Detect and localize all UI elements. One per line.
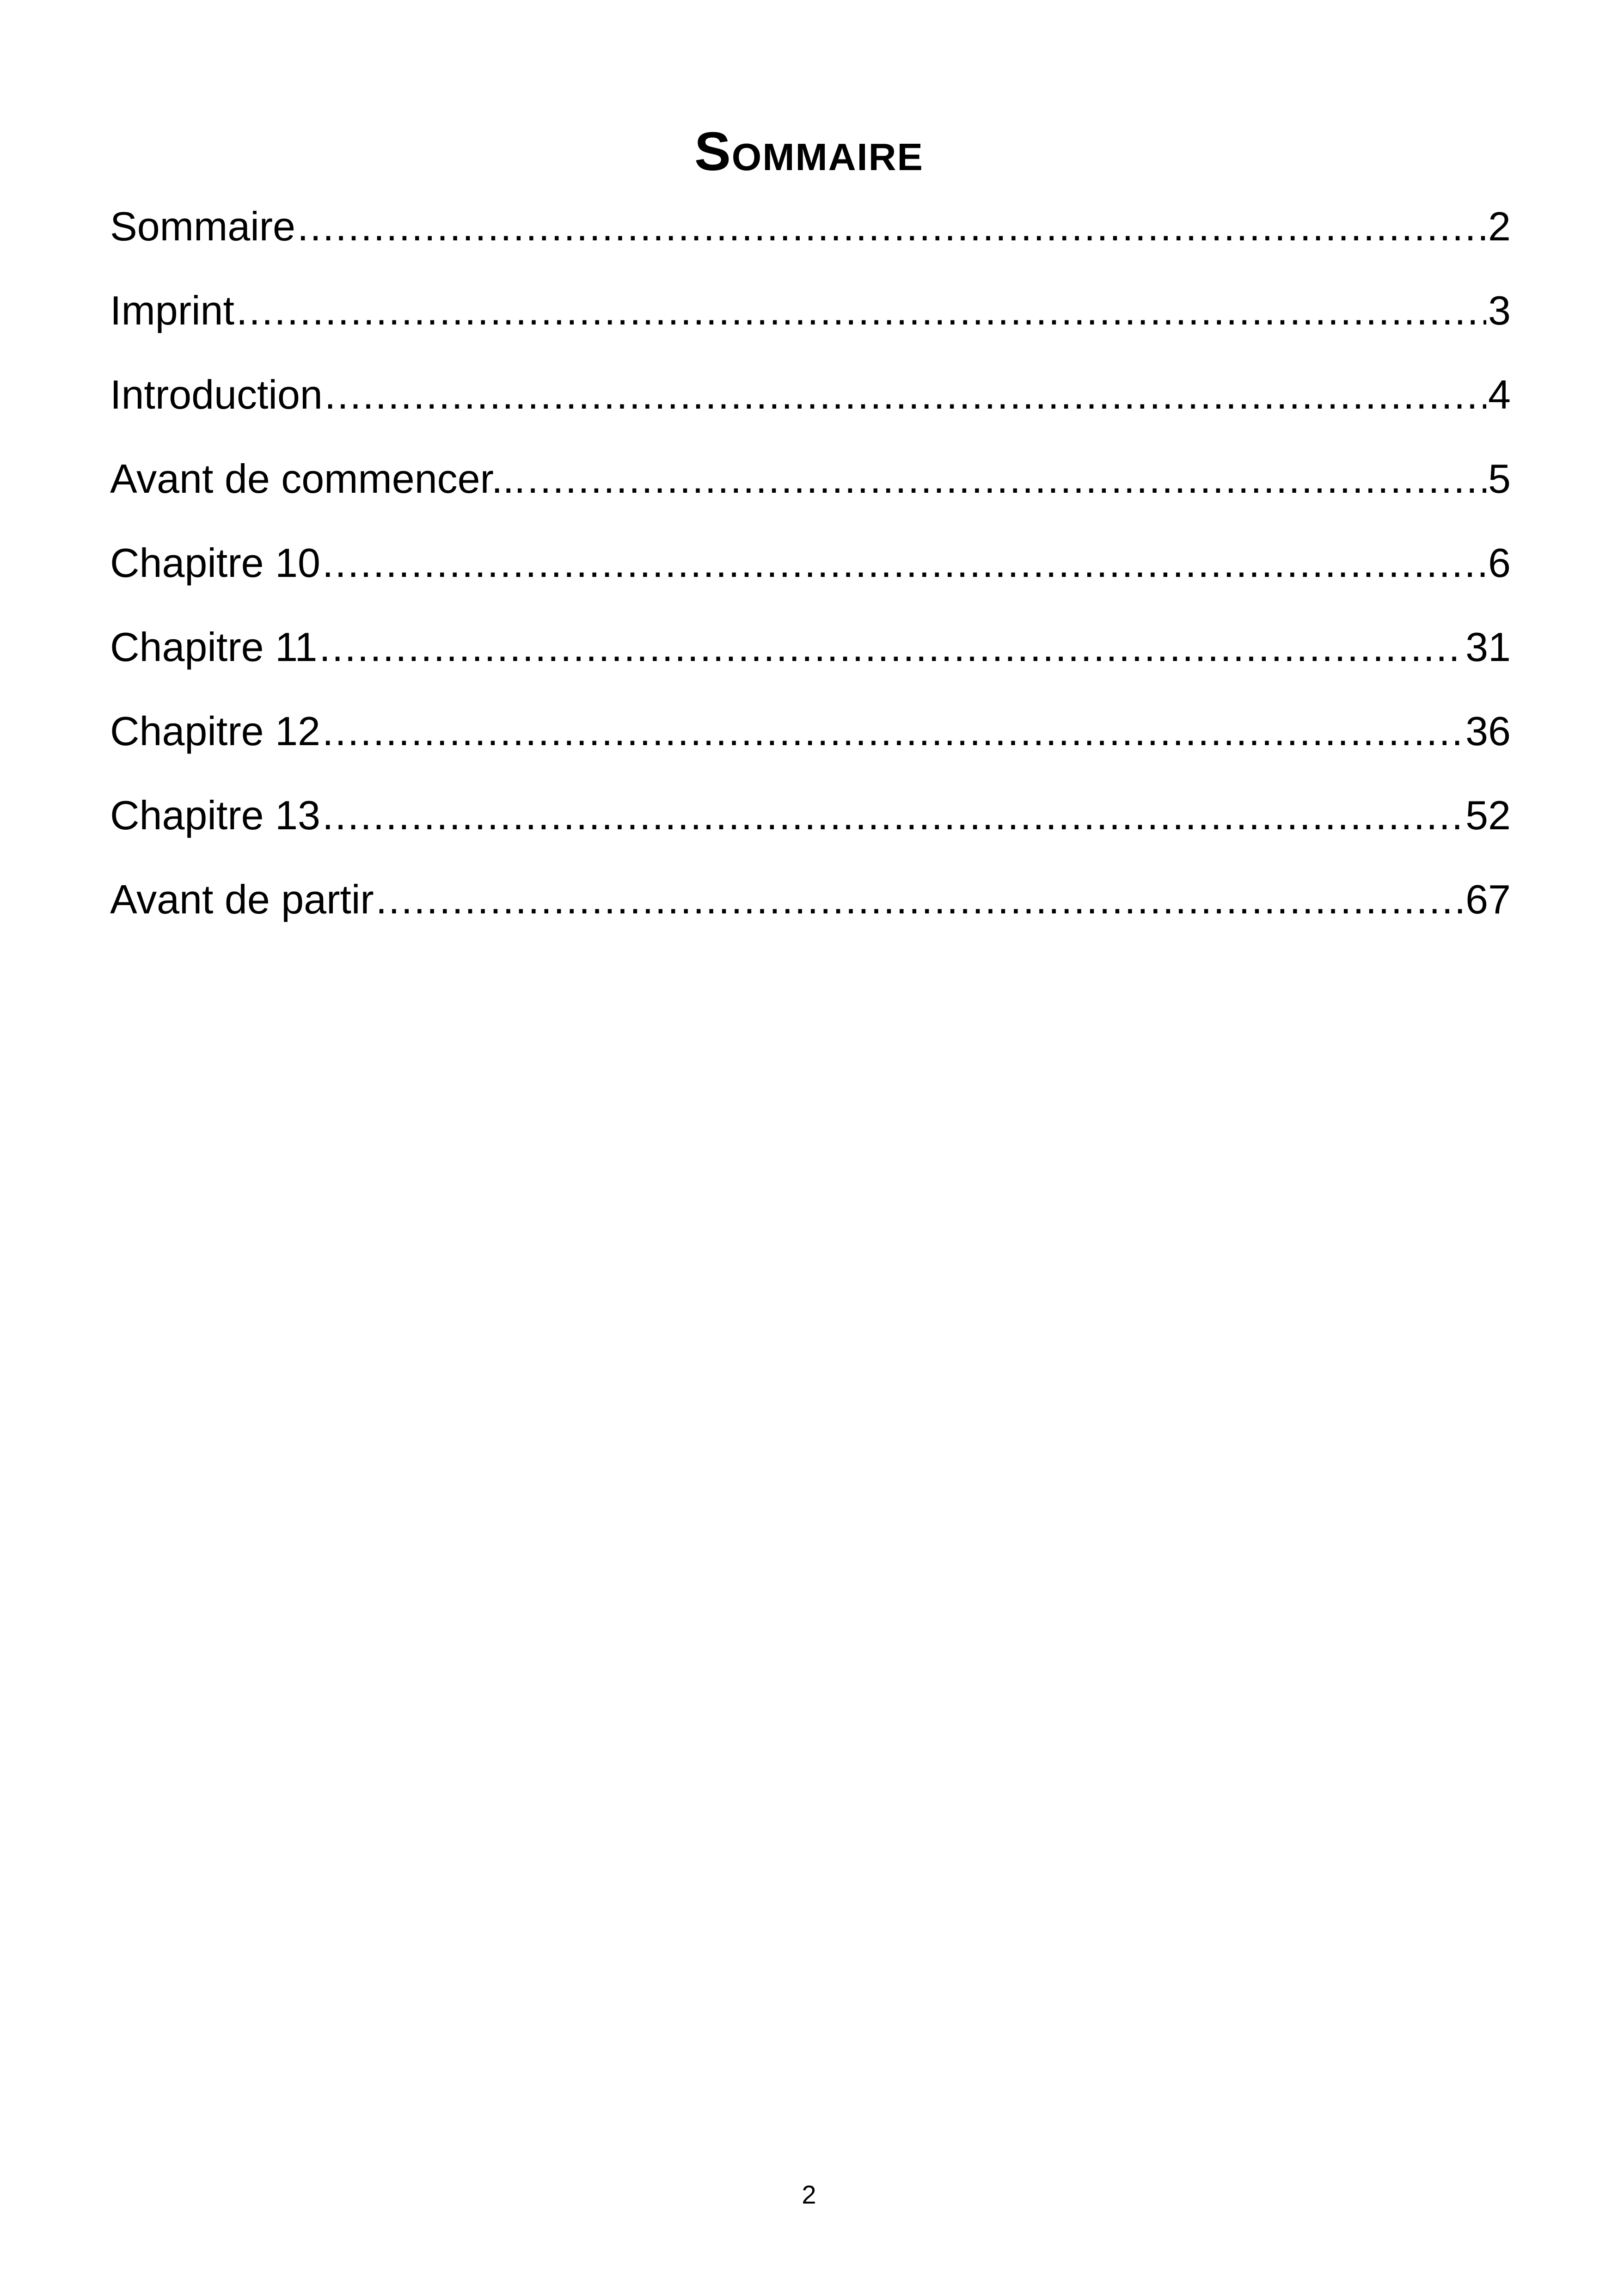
toc-entry-label: Avant de partir	[110, 876, 374, 922]
toc-entry-page: 5	[1488, 456, 1511, 502]
dot-leader	[319, 624, 1464, 670]
toc-entry-page: 2	[1488, 203, 1511, 249]
toc-entry-label: Chapitre 13	[110, 792, 320, 838]
toc-entry-sommaire[interactable]	[110, 203, 1511, 288]
dot-leader	[376, 876, 1464, 923]
dot-leader	[322, 540, 1486, 586]
toc-entry-label: Sommaire	[110, 203, 295, 249]
page-number: 2	[802, 2180, 816, 2209]
page-title: Sommaire	[694, 121, 924, 183]
dot-leader	[322, 792, 1464, 839]
toc-entry-label: Avant de commencer...	[110, 456, 526, 502]
toc-entry-imprint[interactable]	[110, 288, 1511, 372]
toc-entry-label: Chapitre 12	[110, 708, 320, 754]
toc-entry-introduction[interactable]	[110, 372, 1511, 456]
toc-entry-chapitre-11[interactable]	[110, 624, 1511, 708]
toc-entry-page: 31	[1465, 624, 1511, 670]
toc-entry-label: Chapitre 11	[110, 624, 318, 670]
toc-entry-avant-de-commencer[interactable]	[110, 456, 1511, 540]
toc-entry-page: 4	[1488, 372, 1511, 417]
toc-entry-label: Chapitre 10	[110, 540, 320, 586]
dot-leader	[527, 456, 1486, 502]
toc-entry-page: 36	[1465, 708, 1511, 754]
toc-entry-page: 3	[1488, 288, 1511, 333]
toc-entry-page: 67	[1465, 876, 1511, 922]
toc-entry-avant-de-partir[interactable]	[110, 876, 1511, 961]
toc-entry-chapitre-12[interactable]	[110, 708, 1511, 792]
toc-entry-page: 52	[1465, 792, 1511, 838]
table-of-contents	[110, 203, 1511, 961]
toc-entry-chapitre-10[interactable]	[110, 540, 1511, 624]
toc-entry-label: Introduction	[110, 372, 323, 417]
dot-leader	[325, 372, 1486, 418]
dot-leader	[322, 708, 1464, 754]
toc-entry-page: 6	[1488, 540, 1511, 586]
dot-leader	[236, 288, 1486, 334]
toc-entry-label: Imprint	[110, 288, 234, 333]
toc-entry-chapitre-13[interactable]	[110, 792, 1511, 876]
dot-leader	[297, 203, 1486, 250]
